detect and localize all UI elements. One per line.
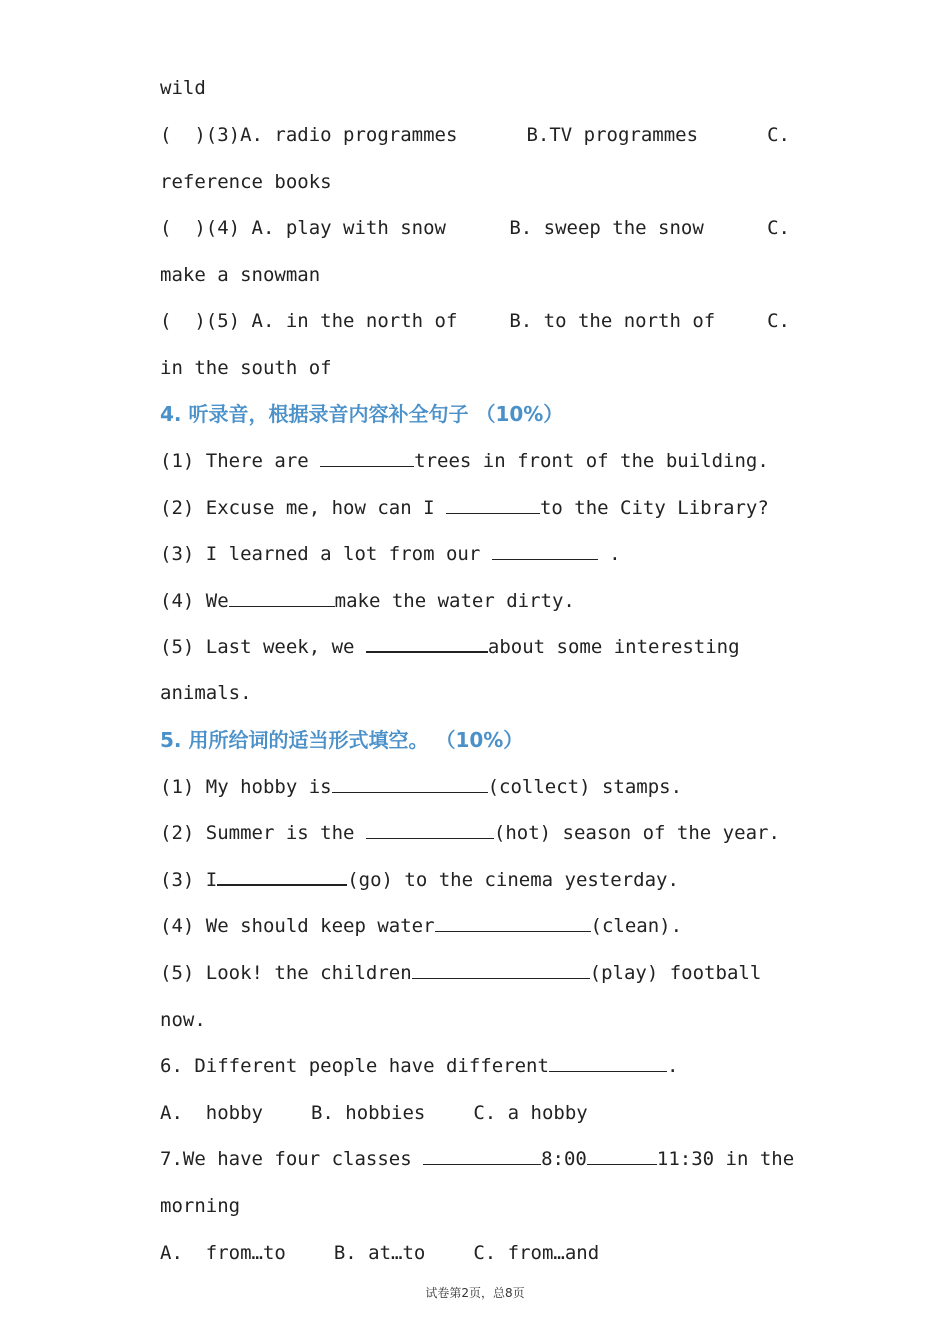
text-line: in the south of [160,357,332,379]
answer-blank[interactable] [217,866,347,886]
sentence: (1) There are trees in front of the building. [160,450,769,472]
sentence: (2) Excuse me, how can I to the City Library? [160,497,769,519]
answer-blank[interactable] [366,820,494,839]
q4-option-b: B. sweep the snow [509,217,704,239]
q4-option-a: ( )(4) A. play with snow [160,217,446,239]
q7-option-a: A. from…to [160,1242,286,1264]
q3-option-b: B.TV programmes [526,124,699,146]
sentence: (3) I (go) to the cinema yesterday. [160,866,790,894]
answer-blank[interactable] [423,1146,541,1165]
text-line: morning [160,1195,241,1217]
sentence: (3) I learned a lot from our . [160,543,621,565]
answer-blank[interactable] [366,633,488,653]
sentence: (5) Look! the children (play) football [160,962,762,984]
q6-option-b: B. hobbies [310,1102,426,1124]
q3-option-c: C. [767,124,790,146]
question-6-stem: 6. Different people have different . [160,1055,679,1077]
question-4-options [160,214,790,242]
question-5-options [160,307,790,335]
question-6-options [160,1099,790,1127]
question-7-stem: 7.We have four classes 8:00 11:30 in the [160,1148,795,1170]
page-footer: 试卷第2页，总8页 [425,1286,525,1300]
q4-option-c: C. [767,217,790,239]
answer-blank[interactable] [229,588,335,607]
answer-blank[interactable] [492,541,598,560]
q6-option-c: C. a hobby [473,1102,588,1124]
answer-blank[interactable] [320,448,414,467]
q5-option-b: B. to the north of [509,310,716,332]
sentence: (4) We make the water dirty. [160,590,575,612]
answer-blank[interactable] [412,960,590,979]
question-3-options [160,121,790,149]
sentence: (1) My hobby is (collect) stamps. [160,776,683,798]
sentence: (2) Summer is the (hot) season of the year. [160,822,780,844]
q5-option-c: C. [767,310,790,332]
section-4-heading: 4. 听录音，根据录音内容补全句子 （10%） [160,402,564,426]
text-line: make a snowman [160,264,321,286]
text-line: wild [160,77,206,99]
answer-blank[interactable] [549,1053,667,1072]
answer-blank[interactable] [446,495,540,514]
q3-option-a: ( )(3)A. radio programmes [160,124,458,146]
section-5-heading: 5. 用所给词的适当形式填空。 （10%） [160,728,524,752]
q7-option-c: C. from…and [473,1242,600,1264]
q5-option-a: ( )(5) A. in the north of [160,310,458,332]
question-7-options [160,1239,790,1267]
answer-blank[interactable] [435,913,591,932]
sentence: (4) We should keep water (clean). [160,915,683,937]
q6-option-a: A. hobby [160,1102,263,1124]
answer-blank[interactable] [332,774,488,793]
text-line: reference books [160,171,332,193]
text-line: animals. [160,682,252,704]
q7-option-b: B. at…to [333,1242,426,1264]
answer-blank[interactable] [587,1146,657,1165]
text-line: now. [160,1009,206,1031]
sentence: (5) Last week, we about some interesting [160,633,790,661]
